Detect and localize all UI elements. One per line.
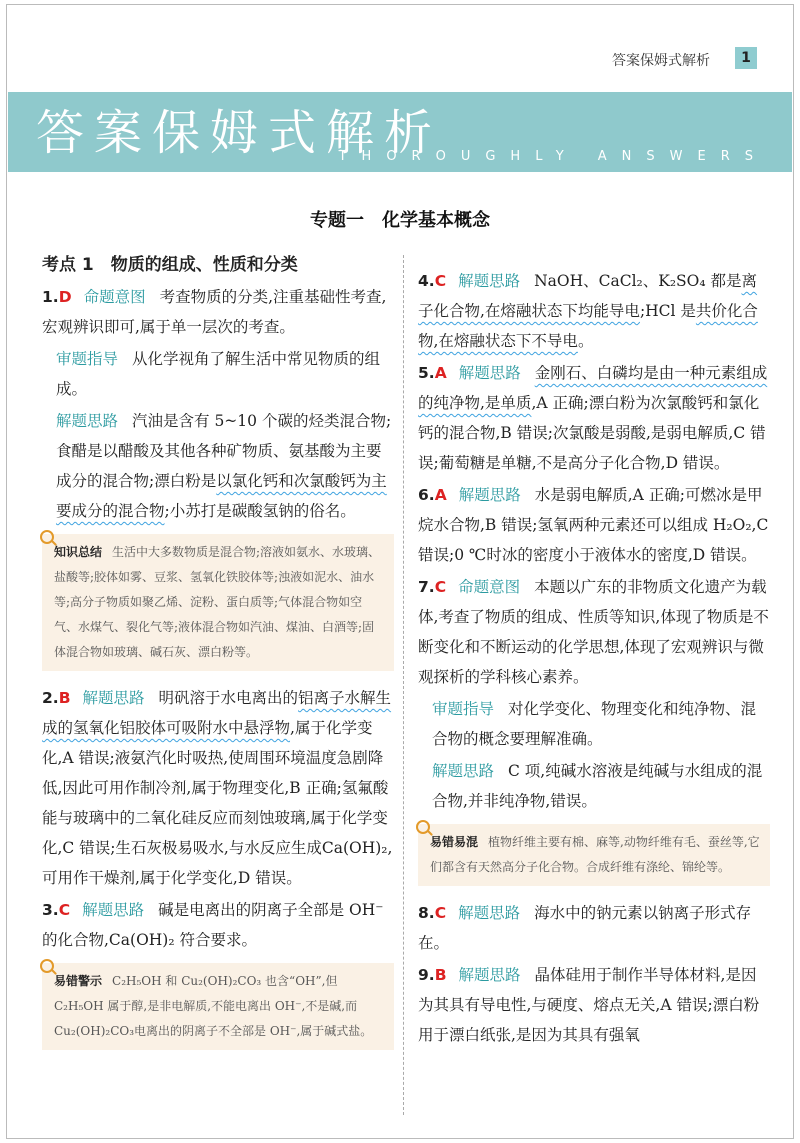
tag-jieti: 解题思路 (458, 904, 521, 922)
answer-letter: A (434, 486, 447, 504)
item-number: 5. (418, 364, 435, 382)
item-number: 4. (418, 272, 435, 290)
highlighted-text: 铝离子水解生成的氢氧化铝胶体可吸附水中悬浮物 (42, 689, 392, 737)
magnifier-icon (40, 959, 54, 973)
item-text: ,A 正确;漂白粉为次氯酸钙和氯化钙的混合物,B 错误;次氯酸是弱酸,是弱电解质,C 错误;葡萄糖是单糖,不是高分子化合物,D 错误。 (418, 394, 766, 472)
item-text: NaOH、CaCl₂、K₂SO₄ 都是 (534, 272, 742, 290)
tag-jieti: 解题思路 (56, 412, 119, 430)
answer-letter: C (434, 578, 447, 596)
tag-jieti: 解题思路 (458, 966, 521, 984)
item-text: 。 (577, 332, 594, 350)
answer-item-8 (418, 898, 770, 958)
answer-item-4 (418, 266, 770, 356)
item-text: 考查物质的分类,注重基础性考查,宏观辨识即可,属于单一层次的考查。 (42, 288, 387, 336)
item-text: 对化学变化、物理变化和纯净物、混合物的概念要理解准确。 (432, 700, 757, 748)
item-text: ,属于化学变化,A 错误;液氨汽化时吸热,使周围环境温度急剧降低,因此可用作制冷剂,属于物理变化,B 正确;氢氟酸能与玻璃中的二氧化硅反应而刻蚀玻璃,属于化学变化,C 错误;生石灰极易吸水,与水反应生成Ca(OH)₂,可用作干燥剂,属于化学变化,D 错误。 (42, 719, 393, 887)
highlighted-text: 金刚石、白磷均是由一种元素组成的纯净物,是单质 (418, 364, 768, 412)
page-number: 1 (735, 47, 757, 69)
answer-item-2 (42, 683, 394, 893)
answer-item-1-shenti (42, 344, 394, 404)
answer-letter: B (434, 966, 447, 984)
item-number: 3. (42, 901, 59, 919)
item-text: 本题以广东的非物质文化遗产为载体,考查了物质的组成、性质等知识,体现了物质是不断变化和不断运动的化学思想,体现了宏观辨识与微观探析的学科核心素养。 (418, 578, 769, 686)
answer-letter: C (434, 904, 447, 922)
answer-item-5 (418, 358, 770, 478)
item-number: 1. (42, 288, 59, 306)
item-text: 明矾溶于水电离出的 (158, 689, 299, 707)
tag-jieti: 解题思路 (458, 486, 521, 504)
item-text: C 项,纯碱水溶液是纯碱与水组成的混合物,并非纯净物,错误。 (432, 762, 763, 810)
item-text: 水是弱电解质,A 正确;可燃冰是甲烷水合物,B 错误;氢氧两种元素还可以组成 H₂O₂,C 错误;0 ℃时冰的密度小于液体水的密度,D 错误。 (418, 486, 769, 564)
answer-item-7-shenti (418, 694, 770, 754)
tag-mingti: 命题意图 (458, 578, 521, 596)
answer-item-3 (42, 895, 394, 955)
tag-jieti: 解题思路 (458, 364, 521, 382)
banner-title: 答案保姆式解析 (36, 105, 443, 161)
answer-letter: B (58, 689, 71, 707)
note-easy-confusion (418, 824, 770, 886)
answer-letter: A (434, 364, 447, 382)
banner-subtitle: THOROUGHLY ANSWERS (338, 149, 768, 164)
item-text: ;小苏打是碳酸氢钠的俗名。 (164, 502, 356, 520)
item-text: ;HCl 是 (639, 302, 696, 320)
answer-letter: D (58, 288, 72, 306)
title-banner (8, 92, 792, 172)
item-text: 海水中的钠元素以钠离子形式存在。 (418, 904, 752, 952)
right-column (418, 266, 770, 1052)
note-text: 植物纤维主要有棉、麻等,动物纤维有毛、蚕丝等,它们都含有天然高分子化合物。合成纤维有涤纶、锦纶等。 (430, 835, 760, 874)
item-text: 汽油是含有 5~10 个碳的烃类混合物;食醋是以醋酸及其他各种矿物质、氨基酸为主要成分的混合物;漂白粉是 (56, 412, 392, 490)
item-number: 7. (418, 578, 435, 596)
column-divider (403, 255, 404, 1115)
item-text: 晶体硅用于制作半导体材料,是因为其具有导电性,与硬度、熔点无关,A 错误;漂白粉用于漂白纸张,是因为其具有强氧 (418, 966, 760, 1044)
item-number: 8. (418, 904, 435, 922)
note-title: 知识总结 (54, 545, 103, 559)
note-title: 易错警示 (54, 974, 103, 988)
note-knowledge-summary (42, 534, 394, 671)
running-head-title: 答案保姆式解析 (612, 53, 710, 69)
tag-shenti: 审题指导 (56, 350, 119, 368)
item-number: 9. (418, 966, 435, 984)
answer-item-6 (418, 480, 770, 570)
item-text: 碱是电离出的阴离子全部是 OH⁻的化合物,Ca(OH)₂ 符合要求。 (42, 901, 384, 949)
answer-item-1 (42, 282, 394, 342)
note-text: C₂H₅OH 和 Cu₂(OH)₂CO₃ 也含“OH”,但 C₂H₅OH 属于醇,是非电解质,不能电离出 OH⁻,不是碱,而 Cu₂(OH)₂CO₃电离出的阴离子不全部是 OH⁻,属于碱式盐。 (54, 974, 373, 1038)
item-text: 从化学视角了解生活中常见物质的组成。 (56, 350, 381, 398)
answer-item-1-jieti (42, 406, 394, 526)
tag-jieti: 解题思路 (82, 689, 145, 707)
highlighted-text: 离子化合物,在熔融状态下均能导电 (418, 272, 758, 320)
highlighted-text: 以氯化钙和次氯酸钙为主要成分的混合物 (56, 472, 387, 520)
left-column (42, 250, 394, 1062)
magnifier-icon (416, 820, 430, 834)
note-error-warning (42, 963, 394, 1050)
answer-item-7-jieti (418, 756, 770, 816)
answer-item-7 (418, 572, 770, 692)
answer-item-9 (418, 960, 770, 1050)
tag-shenti: 审题指导 (432, 700, 495, 718)
item-number: 2. (42, 689, 59, 707)
answer-letter: C (434, 272, 447, 290)
answer-letter: C (58, 901, 71, 919)
highlighted-text: 共价化合物,在熔融状态下不导电 (418, 302, 758, 350)
section-heading: 考点 1 物质的组成、性质和分类 (42, 255, 298, 275)
magnifier-icon (40, 530, 54, 544)
item-number: 6. (418, 486, 435, 504)
topic-title: 专题一 化学基本概念 (310, 210, 490, 231)
tag-mingti: 命题意图 (83, 288, 146, 306)
note-text: 生活中大多数物质是混合物;溶液如氨水、水玻璃、盐酸等;胶体如雾、豆浆、氢氧化铁胶体等;浊液如泥水、油水等;高分子物质如聚乙烯、淀粉、蛋白质等;气体混合物如空气、水煤气、裂化气等;液体混合物如汽油、煤油、白酒等;固体混合物如玻璃、碱石灰、漂白粉等。 (54, 545, 381, 659)
tag-jieti: 解题思路 (458, 272, 521, 290)
tag-jieti: 解题思路 (82, 901, 145, 919)
note-title: 易错易混 (430, 835, 479, 849)
tag-jieti: 解题思路 (432, 762, 495, 780)
